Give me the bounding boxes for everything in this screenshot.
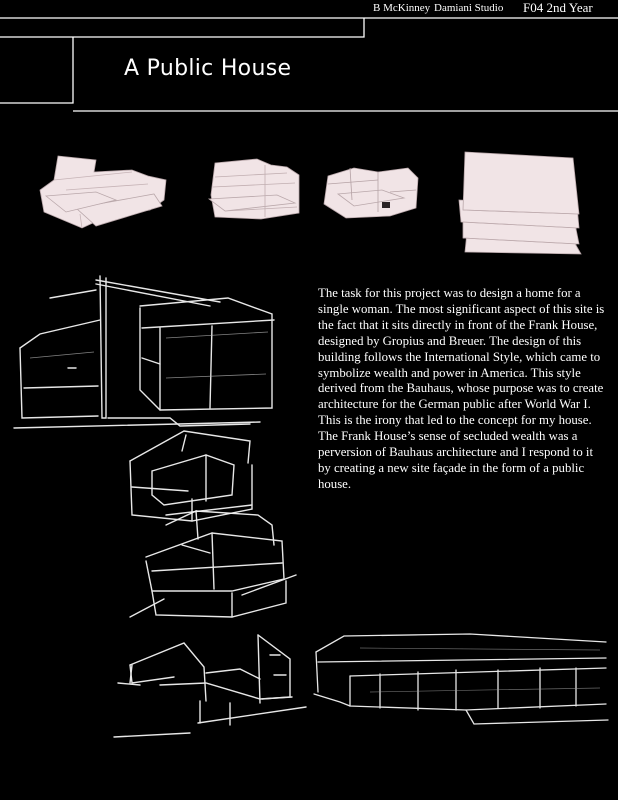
sketch-perspective-1 — [10, 268, 295, 433]
study-model-4 — [455, 148, 590, 263]
sketch-perspective-5 — [310, 628, 615, 728]
sketch-perspective-3 — [122, 505, 302, 623]
studio-name: Damiani Studio — [434, 2, 504, 14]
page-title: A Public House — [124, 56, 292, 81]
study-model-2 — [205, 155, 305, 225]
sketch-perspective-4 — [110, 625, 310, 745]
term-label: F04 2nd Year — [523, 0, 593, 15]
header-frame-lines — [0, 0, 618, 112]
study-model-3 — [320, 160, 425, 225]
study-model-1 — [36, 150, 186, 240]
author-name: B McKinney — [373, 2, 431, 14]
project-description: The task for this project was to design a home for a single woman. The most significant aspect of this site is the fact that it sits directly in front of the Frank House, designed by Gropius and Breuer. The design of this building follows the International Style, which came to symbolize wealth and power in America. This style derived from the Bauhaus, whose purpose was to create architecture for the German public after World War I. This is the irony that led to the concept for my house. The Frank House’s sense of secluded wealth was a perversion of Bauhaus architecture and I respond to it by creating a new site façade in the form of a public house. — [318, 286, 605, 491]
